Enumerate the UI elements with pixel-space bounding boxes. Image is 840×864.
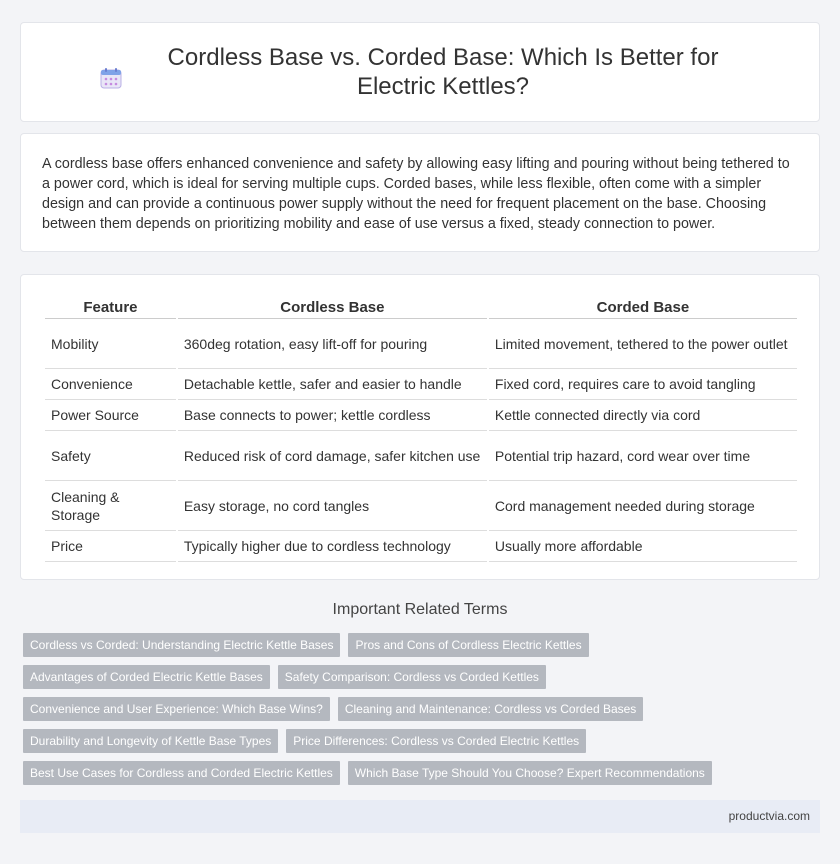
table-cell: Mobility	[45, 319, 176, 369]
table-cell: Fixed cord, requires care to avoid tangling	[489, 369, 797, 400]
table-cell: Detachable kettle, safer and easier to handle	[178, 369, 487, 400]
related-terms-title: Important Related Terms	[332, 601, 508, 618]
table-cell: Reduced risk of cord damage, safer kitchen use	[178, 431, 487, 481]
calendar-icon	[100, 67, 122, 89]
header-feature: Feature	[45, 293, 176, 319]
related-term-tag[interactable]: Price Differences: Cordless vs Corded Electric Kettles	[286, 729, 586, 753]
related-term-tag[interactable]: Which Base Type Should You Choose? Expert Recommendations	[348, 761, 712, 785]
related-term-tag[interactable]: Durability and Longevity of Kettle Base Types	[23, 729, 278, 753]
table-row	[45, 481, 797, 531]
intro-paragraph: A cordless base offers enhanced convenience and safety by allowing easy lifting and pouring without being tethered to a power cord, which is ideal for serving multiple cups. Corded bases, while less flexible, often come with a simpler design and can provide a continuous power supply without the need for frequent placement on the base. Choosing between them depends on prioritizing mobility and ease of use versus a fixed, steady connection to power.	[42, 156, 790, 232]
header-cordless: Cordless Base	[178, 293, 487, 319]
page-title: Cordless Base vs. Corded Base: Which Is Better for Electric Kettles?	[167, 44, 719, 100]
table-cell: Power Source	[45, 400, 176, 431]
table-cell: Cord management needed during storage	[489, 481, 797, 531]
header-corded: Corded Base	[489, 293, 797, 319]
table-cell: Convenience	[45, 369, 176, 400]
table-cell: Cleaning & Storage	[45, 481, 176, 531]
related-term-tag[interactable]: Safety Comparison: Cordless vs Corded Kettles	[278, 665, 546, 689]
table-cell: Price	[45, 531, 176, 562]
table-row	[45, 400, 797, 431]
table-cell: Typically higher due to cordless technology	[178, 531, 487, 562]
footer-site-link[interactable]: productvia.com	[728, 809, 810, 823]
related-term-tag[interactable]: Cleaning and Maintenance: Cordless vs Corded Bases	[338, 697, 644, 721]
table-cell: Kettle connected directly via cord	[489, 400, 797, 431]
table-header-row	[45, 293, 797, 319]
table-cell: Usually more affordable	[489, 531, 797, 562]
title-card	[20, 22, 820, 122]
table-cell: Potential trip hazard, cord wear over time	[489, 431, 797, 481]
table-row	[45, 369, 797, 400]
table-cell: 360deg rotation, easy lift-off for pouring	[178, 319, 487, 369]
table-cell: Safety	[45, 431, 176, 481]
related-term-tag[interactable]: Convenience and User Experience: Which Base Wins?	[23, 697, 330, 721]
related-term-tag[interactable]: Best Use Cases for Cordless and Corded Electric Kettles	[23, 761, 340, 785]
related-term-tag[interactable]: Advantages of Corded Electric Kettle Bases	[23, 665, 270, 689]
table-row	[45, 319, 797, 369]
table-cell: Limited movement, tethered to the power outlet	[489, 319, 797, 369]
related-term-tag[interactable]: Pros and Cons of Cordless Electric Kettles	[348, 633, 588, 657]
table-row	[45, 531, 797, 562]
intro-card	[20, 133, 820, 252]
table-row	[45, 431, 797, 481]
related-terms-list	[23, 633, 823, 793]
table-cell: Easy storage, no cord tangles	[178, 481, 487, 531]
table-cell: Base connects to power; kettle cordless	[178, 400, 487, 431]
comparison-table	[43, 293, 799, 562]
footer	[20, 800, 820, 833]
related-term-tag[interactable]: Cordless vs Corded: Understanding Electric Kettle Bases	[23, 633, 340, 657]
comparison-card	[20, 274, 820, 580]
